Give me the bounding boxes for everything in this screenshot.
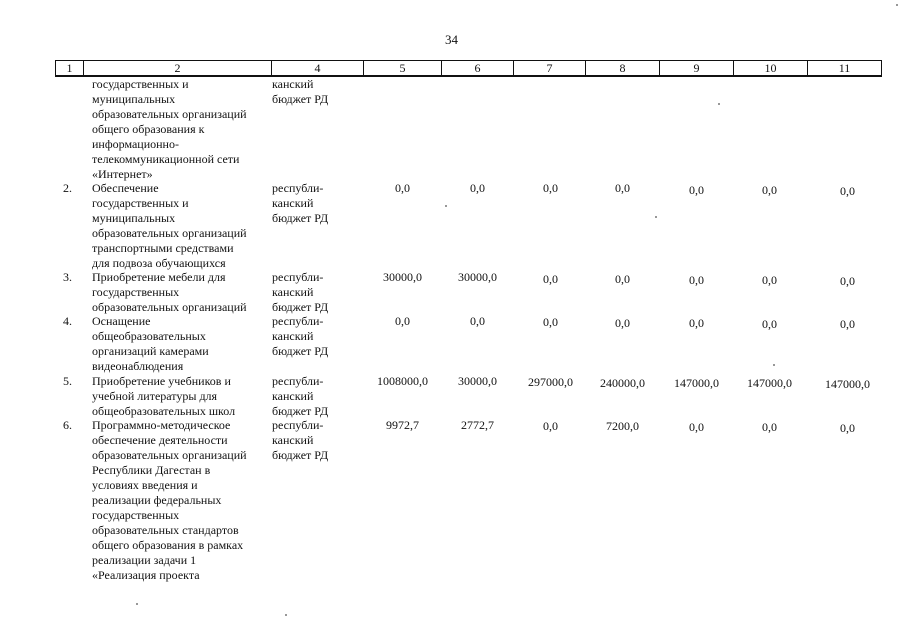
scan-speck [773, 364, 775, 366]
value-col-11: 147000,0 [825, 377, 870, 391]
value-col-11: 0,0 [840, 421, 855, 435]
value-col-10: 0,0 [762, 317, 777, 331]
value-col-6: 2772,7 [461, 418, 494, 432]
value-col-11: 0,0 [840, 274, 855, 288]
row-number: 2. [63, 181, 72, 195]
row-description: Оснащение общеобразовательных организаций камерами видеонаблюдения [92, 314, 209, 373]
header-col-9: 9 [660, 61, 734, 77]
value-col-11: 0,0 [840, 184, 855, 198]
page-number: 34 [445, 32, 458, 47]
row-funding-source: республи- канский бюджет РД [272, 418, 329, 462]
value-col-5: 0,0 [395, 314, 410, 328]
column-header-table [55, 60, 882, 77]
value-col-7: 297000,0 [528, 375, 573, 389]
row-number: 4. [63, 314, 72, 328]
value-col-5: 1008000,0 [377, 374, 428, 388]
value-col-7: 0,0 [543, 315, 558, 329]
row-description: Программно-методическое обеспечение деятельности образовательных организаций Республики Дагестан в условиях введения и реализации федеральных государственных образовательных стандартов общего образования в рамках реализации задачи 1 «Реализация проекта [92, 418, 247, 582]
row-number: 3. [63, 270, 72, 284]
value-col-6: 30000,0 [458, 270, 497, 284]
value-col-5: 0,0 [395, 181, 410, 195]
scan-speck [655, 216, 657, 218]
header-col-1: 1 [56, 61, 84, 77]
scan-speck [445, 205, 447, 207]
value-col-8: 0,0 [615, 272, 630, 286]
header-col-7: 7 [514, 61, 586, 77]
value-col-9: 0,0 [689, 183, 704, 197]
row-number: 6. [63, 418, 72, 432]
value-col-8: 240000,0 [600, 376, 645, 390]
header-col-11: 11 [808, 61, 882, 77]
header-col-10: 10 [734, 61, 808, 77]
scan-speck [718, 103, 720, 105]
row-funding-source: республи- канский бюджет РД [272, 374, 329, 418]
value-col-7: 0,0 [543, 419, 558, 433]
scan-speck [285, 614, 287, 616]
value-col-8: 0,0 [615, 316, 630, 330]
row-number: 5. [63, 374, 72, 388]
scan-speck [136, 603, 138, 605]
value-col-7: 0,0 [543, 272, 558, 286]
row-description: государственных и муниципальных образовательных организаций общего образования к информационно- телекоммуникационной сети «Интернет» [92, 77, 247, 181]
value-col-9: 0,0 [689, 316, 704, 330]
value-col-11: 0,0 [840, 317, 855, 331]
row-funding-source: республи- канский бюджет РД [272, 270, 329, 314]
row-description: Обеспечение государственных и муниципальных образовательных организаций транспортными средствами для подвоза обучающихся [92, 181, 247, 270]
scan-speck [896, 4, 898, 6]
value-col-5: 9972,7 [386, 418, 419, 432]
header-col-2: 2 [84, 61, 272, 77]
row-funding-source: республи- канский бюджет РД [272, 314, 329, 358]
row-funding-source: республи- канский бюджет РД [272, 181, 329, 225]
header-col-4: 4 [272, 61, 364, 77]
row-description: Приобретение мебели для государственных образовательных организаций [92, 270, 247, 314]
row-description: Приобретение учебников и учебной литературы для общеобразовательных школ [92, 374, 236, 418]
value-col-9: 0,0 [689, 420, 704, 434]
row-funding-source: канский бюджет РД [272, 77, 329, 106]
header-col-5: 5 [364, 61, 442, 77]
header-row [56, 61, 882, 77]
header-col-8: 8 [586, 61, 660, 77]
value-col-8: 0,0 [615, 181, 630, 195]
value-col-10: 0,0 [762, 420, 777, 434]
value-col-10: 147000,0 [747, 376, 792, 390]
header-col-6: 6 [442, 61, 514, 77]
value-col-9: 0,0 [689, 273, 704, 287]
value-col-5: 30000,0 [383, 270, 422, 284]
value-col-10: 0,0 [762, 183, 777, 197]
value-col-7: 0,0 [543, 181, 558, 195]
value-col-6: 30000,0 [458, 374, 497, 388]
value-col-10: 0,0 [762, 273, 777, 287]
value-col-6: 0,0 [470, 181, 485, 195]
value-col-6: 0,0 [470, 314, 485, 328]
value-col-8: 7200,0 [606, 419, 639, 433]
value-col-9: 147000,0 [674, 376, 719, 390]
